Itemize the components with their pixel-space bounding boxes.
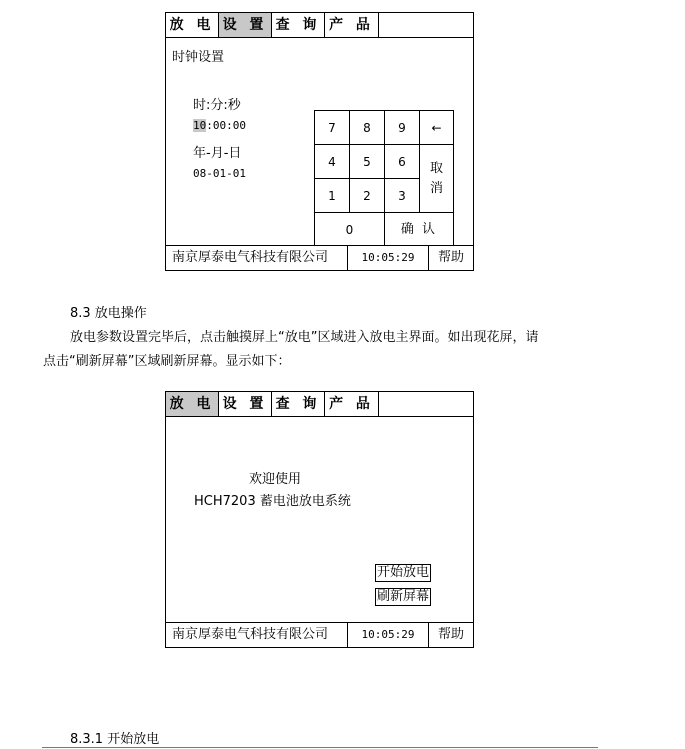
refresh-screen-button[interactable]: 刷新屏幕	[377, 589, 430, 604]
key-6[interactable]: 6	[384, 144, 420, 179]
time-value[interactable]	[193, 119, 246, 132]
key-0[interactable]: 0	[314, 212, 385, 246]
backspace-key[interactable]: ←	[419, 110, 454, 145]
clock-display: 10:05:29	[348, 623, 429, 647]
section-heading-8-3: 8.3 放电操作	[70, 306, 147, 321]
confirm-key[interactable]: 确 认	[384, 212, 454, 246]
tab-query[interactable]: 查 询	[272, 13, 325, 37]
clock-settings-panel	[165, 12, 474, 271]
key-2[interactable]: 2	[349, 178, 385, 213]
date-value[interactable]: 08-01-01	[193, 167, 246, 180]
help-button[interactable]: 帮助	[437, 627, 464, 642]
start-discharge-button[interactable]: 开始放电	[377, 565, 430, 580]
key-7[interactable]: 7	[314, 110, 350, 145]
time-rest[interactable]: :00:00	[206, 119, 246, 132]
key-9[interactable]: 9	[384, 110, 420, 145]
cancel-key[interactable]	[419, 144, 454, 213]
status-footer	[166, 622, 473, 647]
help-button[interactable]: 帮助	[437, 250, 464, 265]
tab-product[interactable]: 产 品	[325, 13, 379, 37]
system-name: HCH7203 蓄电池放电系统	[194, 494, 351, 509]
key-8[interactable]: 8	[349, 110, 385, 145]
tab-discharge[interactable]: 放 电	[166, 392, 219, 416]
cancel-key-char-1: 取	[429, 161, 443, 176]
date-label: 年-月-日	[193, 146, 242, 161]
tab-discharge[interactable]: 放 电	[166, 13, 219, 37]
keypad	[314, 110, 454, 246]
status-footer	[166, 245, 473, 270]
tab-settings[interactable]: 设 置	[219, 13, 272, 37]
company-name: 南京厚泰电气科技有限公司	[166, 246, 348, 270]
key-5[interactable]: 5	[349, 144, 385, 179]
tab-settings[interactable]: 设 置	[219, 392, 272, 416]
section-heading-8-3-1: 8.3.1 开始放电	[70, 732, 160, 747]
tab-product[interactable]: 产 品	[325, 392, 379, 416]
page-bottom-rule	[42, 747, 598, 748]
key-3[interactable]: 3	[384, 178, 420, 213]
welcome-text: 欢迎使用	[249, 472, 302, 487]
key-1[interactable]: 1	[314, 178, 350, 213]
tab-bar	[166, 13, 473, 38]
clock-display: 10:05:29	[348, 246, 429, 270]
paragraph-line-1: 放电参数设置完毕后，点击触摸屏上“放电”区域进入放电主界面。如出现花屏，请	[70, 330, 539, 345]
company-name: 南京厚泰电气科技有限公司	[166, 623, 348, 647]
panel-title: 时钟设置	[172, 50, 225, 65]
time-label: 时:分:秒	[193, 98, 241, 113]
tab-query[interactable]: 查 询	[272, 392, 325, 416]
paragraph-line-2: 点击“刷新屏幕”区域刷新屏幕。显示如下：	[43, 354, 291, 369]
tab-bar	[166, 392, 473, 417]
key-4[interactable]: 4	[314, 144, 350, 179]
time-hour-highlight[interactable]: 10	[193, 119, 207, 132]
discharge-main-panel	[165, 391, 474, 648]
cancel-key-char-2: 消	[429, 181, 443, 196]
